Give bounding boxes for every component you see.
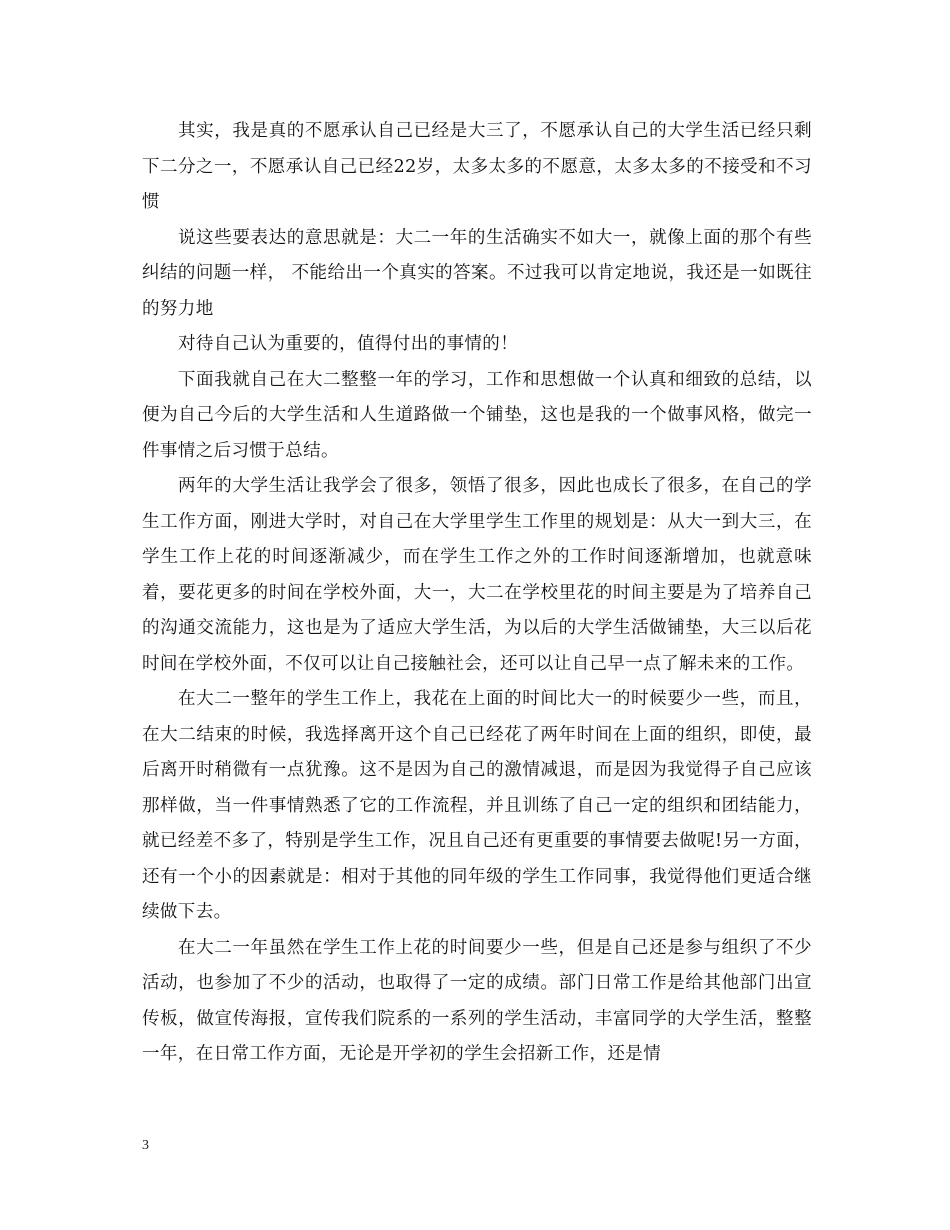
paragraph-2: 说这些要表达的意思就是：大二一年的生活确实不如大一，就像上面的那个有些纠结的问题一样， 不能给出一个真实的答案。不过我可以肯定地说，我还是一如既往的努力地 xyxy=(142,227,812,319)
paragraph-3: 对待自己认为重要的，值得付出的事情的！ xyxy=(178,334,519,354)
document-body xyxy=(142,114,812,1073)
paragraph-1: 其实，我是真的不愿承认自己已经是大三了，不愿承认自己的大学生活已经只剩下二分之一，不愿承认自己已经22岁，太多太多的不愿意，太多太多的不接受和不习惯 xyxy=(142,121,812,212)
paragraph-6: 在大二一整年的学生工作上，我花在上面的时间比大一的时候要少一些，而且，在大二结束的时候，我选择离开这个自己已经花了两年时间在上面的组织，即使，最后离开时稍微有一点犹豫。这不是因为自己的激情减退，而是因为我觉得子自己应该那样做，当一件事情熟悉了它的工作流程，并且训练了自己一定的组织和团结能力，就已经差不多了，特别是学生工作，况且自己还有更重要的事情要去做呢!另一方面，还有一个小的因素就是：相对于其他的同年级的学生工作同事，我觉得他们更适合继续做下去。 xyxy=(142,689,812,922)
paragraph-4: 下面我就自己在大二整整一年的学习，工作和思想做一个认真和细致的总结，以便为自己今后的大学生活和人生道路做一个铺垫，这也是我的一个做事风格，做完一件事情之后习惯于总结。 xyxy=(142,369,812,461)
paragraph-7: 在大二一年虽然在学生工作上花的时间要少一些，但是自己还是参与组织了不少活动，也参加了不少的活动，也取得了一定的成绩。部门日常工作是给其他部门出宣传板，做宣传海报，宣传我们院系的一系列的学生活动，丰富同学的大学生活，整整一年，在日常工作方面，无论是开学初的学生会招新工作，还是情 xyxy=(142,937,812,1064)
page-number: 3 xyxy=(142,1138,149,1153)
paragraph-5: 两年的大学生活让我学会了很多，领悟了很多，因此也成长了很多，在自己的学生工作方面，刚进大学时，对自己在大学里学生工作里的规划是：从大一到大三，在学生工作上花的时间逐渐减少，而在学生工作之外的工作时间逐渐增加，也就意味着，要花更多的时间在学校外面，大一，大二在学校里花的时间主要是为了培养自己的沟通交流能力，这也是为了适应大学生活，为以后的大学生活做铺垫，大三以后花时间在学校外面，不仅可以让自己接触社会，还可以让自己早一点了解未来的工作。 xyxy=(142,476,812,674)
